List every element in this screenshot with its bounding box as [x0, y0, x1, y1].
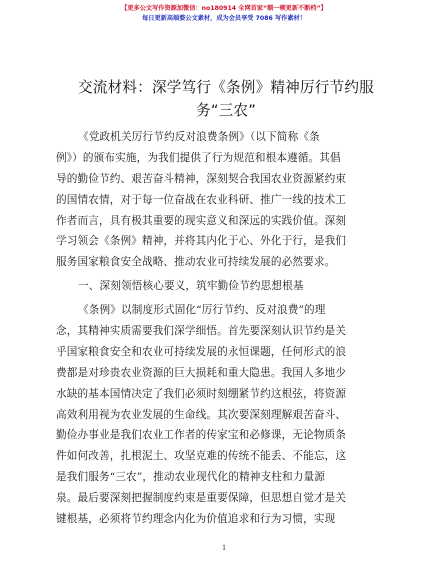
title-line: 交流材料：深学笃行《条例》精神厉行节约服 — [78, 79, 374, 96]
promo-banner-line-2: 每日更新高端婺公文素材，成为会员享受 7086 写作素材！ — [142, 15, 306, 22]
paragraph-line: 学习领会《条例》精神，并将其内化于心、外化于行，是我们 — [56, 235, 347, 248]
paragraph-line: 水缺的基本国情决定了我们必须时刻绷紧节约这根弦，将资源 — [56, 387, 347, 400]
promo-banner — [0, 4, 448, 23]
paragraph-line: 键根基，必须将节约理念内化为价值追求和行为习惯，实现 — [56, 513, 336, 526]
paragraph-line: 件如何改善，扎根泥土、攻坚克难的传统不能丢、不能忘，这 — [56, 450, 347, 463]
page-number: 1 — [222, 543, 226, 552]
paragraph-line: 乎国家粮食安全和农业可持续发展的永恒课题，任何形式的浪 — [56, 345, 347, 358]
paragraph-line: 例》）的颁布实施，为我们提供了行为规范和根本遵循。其倡 — [56, 151, 341, 164]
paragraph-line: 《条例》以制度形式固化“厉行节约、反对浪费”的理 — [78, 304, 326, 317]
paragraph-line: 服务国家粮食安全战略、推动农业可持续发展的必然要求。 — [56, 256, 336, 269]
paragraph-line: 费都是对珍贵农业资源的巨大损耗和重大隐患。我国人多地少 — [56, 366, 347, 379]
document-title — [56, 76, 396, 122]
paragraph-line: 是我们服务“三农”，推动农业现代化的精神支柱和力量源 — [56, 471, 325, 484]
promo-banner-line-1: 【更多公文写作资源加微信：no180914 全网首家“顺一顿更新不断档”】 — [121, 5, 327, 12]
document-body — [56, 127, 396, 530]
paragraph-line: 的国情农情，对于每一位奋战在农业科研、推广一线的技术工 — [56, 193, 347, 206]
paragraph-line: 泉。最后要深刻把握制度约束是重要保障，但思想自觉才是关 — [56, 492, 347, 505]
paragraph-line: 勤俭办事业是我们农业工作者的传家宝和必修课，无论物质条 — [56, 429, 347, 442]
paragraph-line: 高效利用视为农业发展的生命线。其次要深刻理解艰苦奋斗、 — [56, 408, 347, 421]
paragraph-line: 导的勤俭节约、艰苦奋斗精神，深刻契合我国农业资源紧约束 — [56, 172, 347, 185]
paragraph-line: 念，其精神实质需要我们深学细悟。首先要深刻认识节约是关 — [56, 325, 347, 338]
paragraph-line: 《党政机关厉行节约反对浪费条例》（以下简称《条 — [78, 131, 320, 143]
paragraph-line: 作者而言，具有极其重要的现实意义和深远的实践价值。深刻 — [56, 214, 347, 227]
section-heading: 一、深刻领悟核心要义，筑牢勤俭节约思想根基 — [78, 280, 304, 293]
title-line: 务“三农” — [196, 102, 256, 119]
